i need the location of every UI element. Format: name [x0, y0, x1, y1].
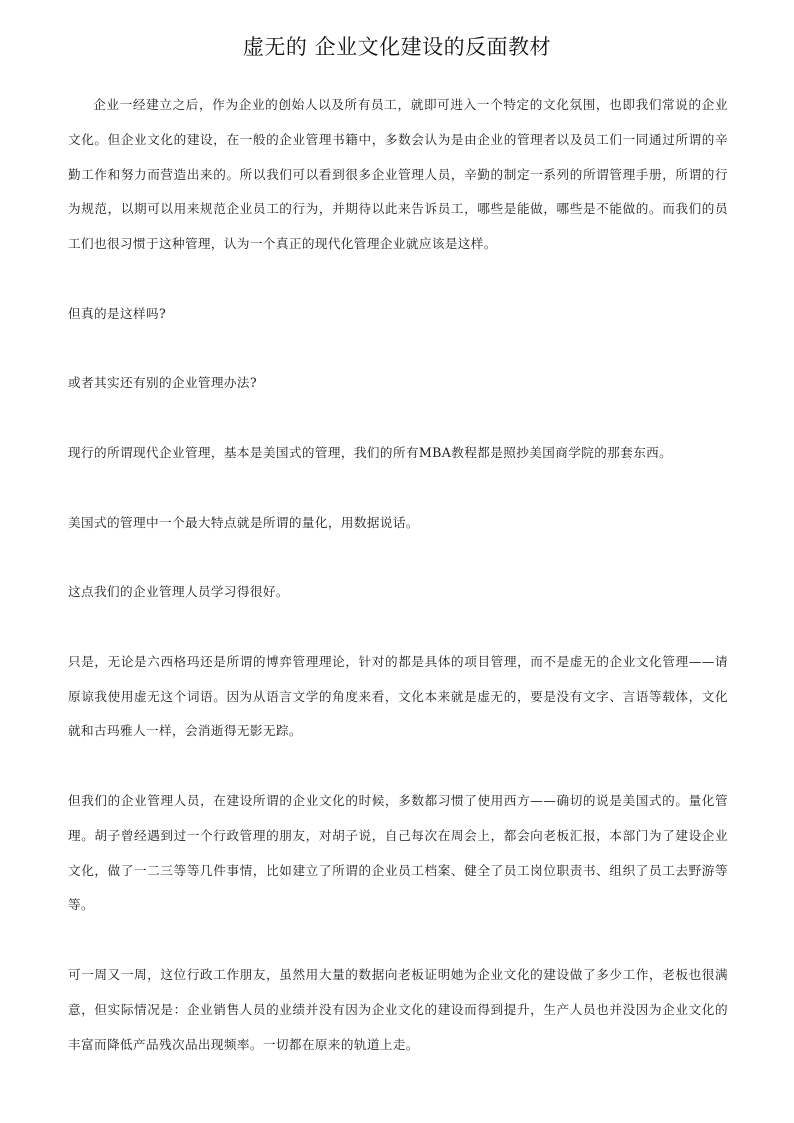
paragraph-quantify: 美国式的管理中一个最大特点就是所谓的量化，用数据说话。 [68, 514, 419, 530]
document-title: 虚无的 企业文化建设的反面教材 [242, 35, 552, 59]
paragraph-learned-well: 这点我们的企业管理人员学习得很好。 [68, 584, 289, 600]
paragraph-admin-friend: 但我们的企业管理人员，在建设所谓的企业文化的时候，多数都习惯了使用西方——确切的说是美国式的。量化管理。胡子曾经遇到过一个行政管理的朋友，对胡子说，自己每次在周会上，都会向老板汇报，本部门为了建设企业文化，做了一二三等等几件事情，比如建立了所谓的企业员工档案、健全了员工岗位职责书、组织了员工去野游等等。 [68, 792, 728, 913]
document-body [68, 88, 728, 1097]
paragraph-question-2: 或者其实还有别的企业管理办法? [68, 375, 258, 391]
paragraph-question-1: 但真的是这样吗? [68, 305, 167, 321]
paragraph-mba: 现行的所谓现代企业管理，基本是美国式的管理，我们的所有MBA教程都是照抄美国商学院的那套东西。 [68, 444, 673, 460]
paragraph-six-sigma: 只是，无论是六西格玛还是所谓的博弈管理理论，针对的都是具体的项目管理，而不是虚无的企业文化管理——请原谅我使用虚无这个词语。因为从语言文学的角度来看，文化本来就是虚无的，要是没有文字、言语等载体，文化就和古玛雅人一样，会消逝得无影无踪。 [68, 653, 728, 739]
paragraph-intro: 企业一经建立之后，作为企业的创始人以及所有员工，就即可进入一个特定的文化氛围，也即我们常说的企业文化。但企业文化的建设，在一般的企业管理书籍中，多数会认为是由企业的管理者以及员工们一同通过所谓的辛勤工作和努力而营造出来的。所以我们可以看到很多企业管理人员，辛勤的制定一系列的所谓管理手册，所谓的行为规范，以期可以用来规范企业员工的行为，并期待以此来告诉员工，哪些是能做，哪些是不能做的。而我们的员工们也很习惯于这种管理，认为一个真正的现代化管理企业就应该是这样。 [68, 97, 728, 252]
paragraph-weekly-report: 可一周又一周，这位行政工作朋友，虽然用大量的数据向老板证明她为企业文化的建设做了多少工作，老板也很满意，但实际情况是：企业销售人员的业绩并没有因为企业文化的建设而得到提升，生产人员也并没因为企业文化的丰富而降低产品残次品出现频率。一切都在原来的轨道上走。 [68, 966, 728, 1052]
